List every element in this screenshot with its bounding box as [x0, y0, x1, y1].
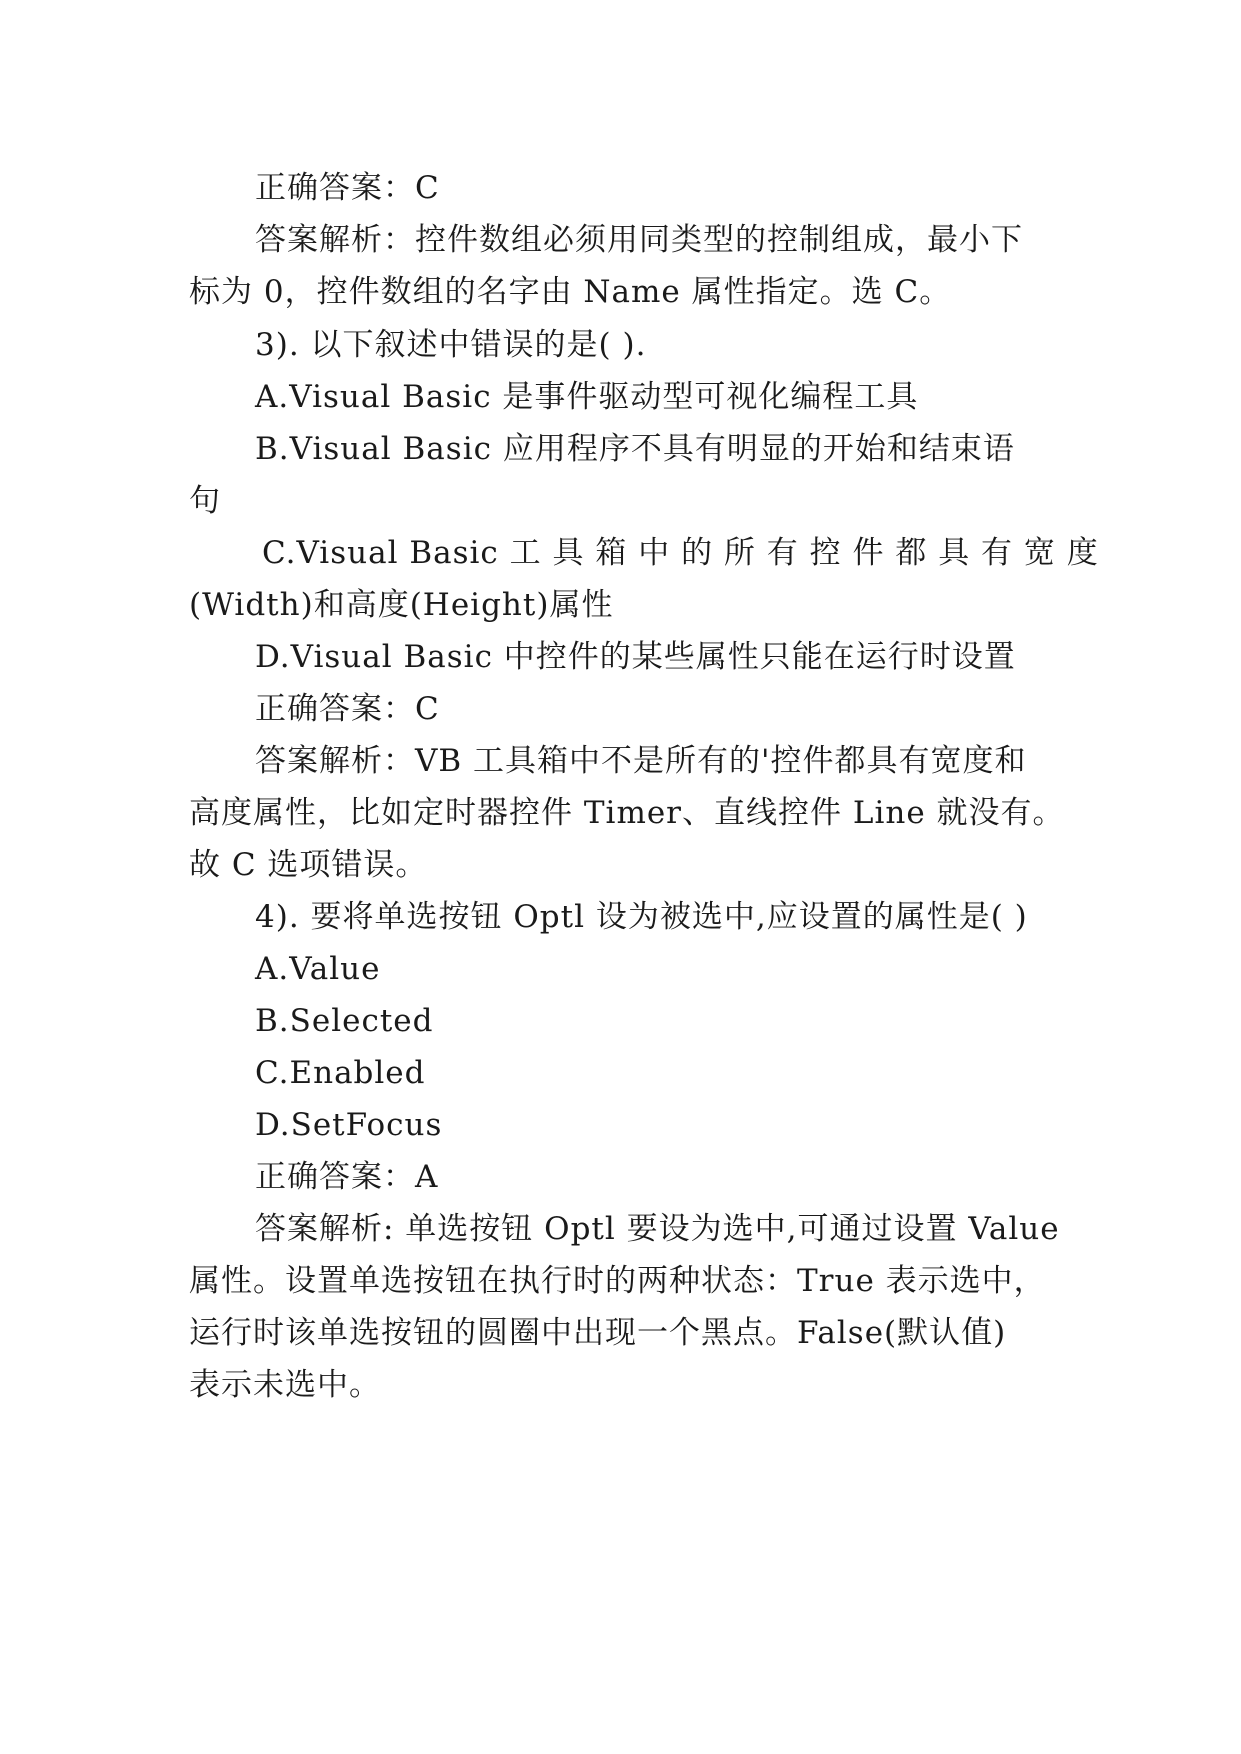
explanation-line-q3-3: 故 C 选项错误。 — [189, 847, 428, 883]
question-4-option-c: C.Enabled — [255, 1055, 426, 1091]
question-3-option-a: A.Visual Basic 是事件驱动型可视化编程工具 — [255, 379, 919, 415]
question-3-option-b-cont: 句 — [189, 483, 221, 519]
explanation-line-q2-1: 答案解析：控件数组必须用同类型的控制组成，最小下 — [255, 222, 1023, 258]
explanation-line-q3-2: 高度属性，比如定时器控件 Timer、直线控件 Line 就没有。 — [189, 795, 1065, 831]
explanation-line-q4-3: 运行时该单选按钮的圆圈中出现一个黑点。False(默认值) — [189, 1315, 1007, 1351]
question-4-option-b: B.Selected — [255, 1003, 434, 1039]
question-4-option-d: D.SetFocus — [255, 1107, 443, 1143]
answer-line-q2: 正确答案：C — [255, 170, 440, 206]
question-3-option-d: D.Visual Basic 中控件的某些属性只能在运行时设置 — [255, 639, 1016, 675]
explanation-line-q4-4: 表示未选中。 — [189, 1367, 381, 1403]
question-3-text: 3). 以下叙述中错误的是( ). — [255, 327, 647, 363]
question-3-option-c-cont: (Width)和高度(Height)属性 — [189, 587, 614, 623]
explanation-line-q2-2: 标为 0，控件数组的名字由 Name 属性指定。选 C。 — [189, 274, 952, 310]
answer-line-q3: 正确答案：C — [255, 691, 440, 727]
question-3-option-b: B.Visual Basic 应用程序不具有明显的开始和结束语 — [255, 431, 1015, 467]
question-4-option-a: A.Value — [255, 951, 381, 987]
explanation-line-q4-1: 答案解析: 单选按钮 Optl 要设为选中,可通过设置 Value — [255, 1211, 1060, 1247]
question-4-text: 4). 要将单选按钮 Optl 设为被选中,应设置的属性是( ) — [255, 899, 1028, 935]
explanation-line-q4-2: 属性。设置单选按钮在执行时的两种状态：True 表示选中， — [189, 1263, 1046, 1299]
answer-line-q4: 正确答案：A — [255, 1159, 439, 1195]
explanation-line-q3-1: 答案解析：VB 工具箱中不是所有的'控件都具有宽度和 — [255, 743, 1027, 779]
question-3-option-c: C.Visual Basic 工 具 箱 中 的 所 有 控 件 都 具 有 宽 度 — [262, 535, 1099, 571]
